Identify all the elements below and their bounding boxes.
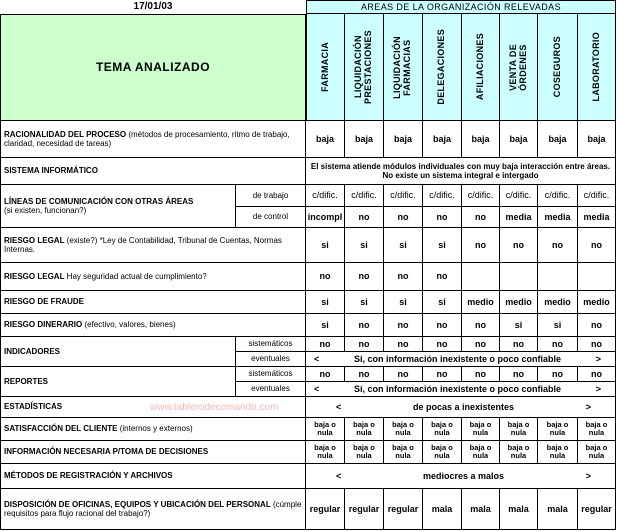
value-cell: no (538, 367, 578, 382)
row-label-lineas (0, 185, 236, 228)
area-header-2 (384, 14, 423, 121)
row-label-informacion (0, 441, 306, 464)
sub-label-de-trabajo: de trabajo (236, 185, 306, 207)
value-cell: no (423, 263, 462, 291)
area-header-1 (345, 14, 384, 121)
row-label-text: SISTEMA INFORMÁTICO (4, 166, 98, 176)
value-cell: regular (384, 489, 423, 530)
row-label-note: (existe?) *Ley de Contabilidad, Tribunal de Cuentas, Normas Internas. (4, 235, 282, 254)
value-cell: si (538, 314, 578, 337)
value-cell (538, 263, 578, 291)
value-cell: mala (462, 489, 500, 530)
value-cell: baja o nula (578, 418, 616, 441)
span-cell-metodos (306, 464, 616, 489)
value-cell: c/dific. (500, 185, 538, 207)
value-cell: mala (423, 489, 462, 530)
value-cell: mala (538, 489, 578, 530)
area-header-0 (306, 14, 345, 121)
value-cell: baja o nula (345, 441, 384, 464)
value-cell: si (500, 314, 538, 337)
area-header-7 (578, 14, 616, 121)
value-cell: baja o nula (423, 441, 462, 464)
span-cell-estadisticas (306, 397, 616, 418)
row-label-sistema (0, 158, 306, 185)
value-cell: no (462, 207, 500, 228)
row-label-text: INDICADORES (4, 346, 61, 356)
row-label-text: LÍNEAS DE COMUNICACIÓN CON OTRAS ÁREAS (4, 196, 194, 206)
span-text: mediocres a malos (422, 470, 505, 481)
value-cell: no (345, 263, 384, 291)
sistema-text (306, 158, 616, 185)
span-text: de pocas a inexistentes (412, 401, 515, 412)
value-cell: incompl (306, 207, 345, 228)
value-cell: no (538, 337, 578, 352)
value-cell: no (538, 228, 578, 263)
value-cell: regular (306, 489, 345, 530)
value-cell: medio (538, 291, 578, 314)
value-cell: baja (306, 121, 345, 158)
arrow-right: > (595, 383, 601, 394)
value-cell: baja o nula (423, 418, 462, 441)
row-label-riesgo_legal_1 (0, 228, 306, 263)
row-label-racionalidad (0, 121, 306, 158)
row-label-satisfaccion (0, 418, 306, 441)
value-cell: c/dific. (345, 185, 384, 207)
row-label-text: RACIONALIDAD DEL PROCESO (4, 129, 127, 139)
row-label-text: MÉTODOS DE REGISTRACIÓN Y ARCHIVOS (4, 471, 173, 481)
value-cell: no (500, 367, 538, 382)
value-cell: baja o nula (578, 441, 616, 464)
arrow-right: > (585, 401, 591, 412)
value-cell: baja o nula (384, 441, 423, 464)
row-label-note: (si existen, funcionan?) (4, 206, 87, 215)
value-cell: si (345, 228, 384, 263)
area-header-6 (538, 14, 578, 121)
row-label-text: INFORMACIÓN NECESARIA P/TOMA DE DECISIONES (4, 447, 209, 457)
value-cell: si (306, 228, 345, 263)
value-cell: no (423, 207, 462, 228)
arrow-right: > (595, 353, 601, 364)
value-cell: no (345, 337, 384, 352)
value-cell: no (578, 228, 616, 263)
value-cell: baja o nula (345, 418, 384, 441)
value-cell: no (578, 367, 616, 382)
value-cell: no (462, 367, 500, 382)
arrow-left: < (314, 383, 320, 394)
sub-label-sistematicos: sistemáticos (236, 337, 306, 352)
row-label-text: DISPOSICIÓN DE OFICINAS, EQUIPOS Y UBICACIÓN DEL PERSONAL (4, 499, 271, 509)
date-label: 17/01/03 (133, 1, 173, 13)
arrow-left: < (314, 353, 320, 364)
value-cell: si (423, 228, 462, 263)
value-cell: medio (578, 291, 616, 314)
value-cell: no (423, 337, 462, 352)
watermark: www.tablerodecomando.com (150, 402, 279, 413)
area-header-label: VENTA DE ÓRDENES (507, 43, 528, 91)
value-cell: no (384, 263, 423, 291)
value-cell: baja o nula (462, 441, 500, 464)
value-cell: si (384, 291, 423, 314)
value-cell: baja (462, 121, 500, 158)
row-label-text: REPORTES (4, 376, 49, 386)
value-cell: regular (345, 489, 384, 530)
value-cell: mala (500, 489, 538, 530)
value-cell: medio (462, 291, 500, 314)
value-cell: c/dific. (384, 185, 423, 207)
area-header-label: LIQUIDACIÓN PRESTACIONES (353, 30, 373, 104)
value-cell: baja (384, 121, 423, 158)
area-header-label: COSEGUROS (551, 36, 562, 98)
value-cell: baja (538, 121, 578, 158)
value-cell: baja o nula (462, 418, 500, 441)
row-label-note: (cúmple requisitos para flujo racional del trabajo?) (4, 499, 302, 518)
value-cell: no (345, 207, 384, 228)
value-cell: baja o nula (538, 418, 578, 441)
value-cell: media (500, 207, 538, 228)
value-cell: si (384, 228, 423, 263)
value-cell: baja (345, 121, 384, 158)
area-header-label: LABORATORIO (590, 32, 601, 102)
value-cell: baja o nula (500, 418, 538, 441)
area-header-label: DELEGACIONES (436, 29, 447, 105)
area-header-label: FARMACIA (319, 42, 330, 92)
value-cell: no (500, 337, 538, 352)
value-cell: no (306, 367, 345, 382)
value-cell: regular (578, 489, 616, 530)
value-cell: no (384, 367, 423, 382)
row-label-indicadores (0, 337, 236, 367)
value-cell: no (500, 228, 538, 263)
value-cell: no (578, 337, 616, 352)
value-cell: no (384, 337, 423, 352)
sub-label-eventuales: eventuales (236, 382, 306, 397)
row-label-text: RIESGO LEGAL (4, 235, 65, 245)
arrow-left: < (336, 470, 342, 481)
value-cell: no (345, 367, 384, 382)
tema-analizado-header: TEMA ANALIZADO (0, 14, 306, 121)
row-label-disposicion (0, 489, 306, 530)
value-cell: no (384, 314, 423, 337)
sistema-text-2: No existe un sistema integral e intergado (382, 171, 539, 180)
arrow-left: < (336, 401, 342, 412)
value-cell: baja (500, 121, 538, 158)
value-cell (500, 263, 538, 291)
value-cell: medio (500, 291, 538, 314)
value-cell: baja (578, 121, 616, 158)
value-cell: si (306, 314, 345, 337)
value-cell: no (345, 314, 384, 337)
row-label-fraude (0, 291, 306, 314)
sub-label-sistematicos: sistemáticos (236, 367, 306, 382)
sub-label-de-control: de control (236, 207, 306, 228)
value-cell: no (423, 367, 462, 382)
value-cell: no (578, 314, 616, 337)
value-cell: c/dific. (538, 185, 578, 207)
value-cell: media (538, 207, 578, 228)
value-cell (462, 263, 500, 291)
span-cell-indicadores (306, 352, 616, 367)
value-cell: c/dific. (578, 185, 616, 207)
value-cell: baja o nula (384, 418, 423, 441)
value-cell: no (462, 228, 500, 263)
area-header-label: AFILIACIONES (474, 33, 485, 101)
value-cell: baja o nula (538, 441, 578, 464)
value-cell: c/dific. (306, 185, 345, 207)
row-label-estadisticas (0, 397, 306, 418)
value-cell: baja o nula (306, 418, 345, 441)
row-label-note: (internos y externos) (117, 424, 193, 434)
row-label-text: RIESGO LEGAL (4, 271, 65, 281)
value-cell: baja (423, 121, 462, 158)
value-cell: no (384, 207, 423, 228)
row-label-text: RIESGO DINERARIO (4, 320, 83, 330)
row-label-note: (métodos de procesamiento, ritmo de trabajo, claridad, necesidad de tareas) (4, 129, 290, 148)
area-header-5 (500, 14, 538, 121)
span-text: Sí, con información inexistente o poco confiable (353, 353, 562, 364)
value-cell: no (462, 314, 500, 337)
area-header-4 (462, 14, 500, 121)
value-cell: baja o nula (306, 441, 345, 464)
row-label-text: ESTADÍSTICAS (4, 402, 63, 412)
value-cell: no (462, 337, 500, 352)
value-cell: no (423, 314, 462, 337)
row-label-metodos (0, 464, 306, 489)
sub-label-eventuales: eventuales (236, 352, 306, 367)
row-label-dinerario (0, 314, 306, 337)
row-label-text: SATISFACCIÓN DEL CLIENTE (4, 424, 118, 434)
span-text: Sí, con información inexistente o poco confiable (353, 383, 562, 394)
value-cell (578, 263, 616, 291)
row-label-note: Hay seguridad actual de cumplimiento? (64, 271, 207, 281)
value-cell: si (345, 291, 384, 314)
value-cell: si (306, 291, 345, 314)
sistema-text-1: El sistema atiende módulos individuales con muy baja interacción entre áreas. (310, 161, 611, 171)
value-cell: c/dific. (423, 185, 462, 207)
areas-title: AREAS DE LA ORGANIZACIÓN RELEVADAS (306, 0, 616, 14)
arrow-right: > (585, 470, 591, 481)
value-cell: c/dific. (462, 185, 500, 207)
span-cell-reportes (306, 382, 616, 397)
value-cell: media (578, 207, 616, 228)
row-label-reportes (0, 367, 236, 397)
row-label-text: RIESGO DE FRAUDE (4, 297, 85, 307)
area-header-3 (423, 14, 462, 121)
area-header-label: LIQUIDACIÓN FARMACIAS (392, 35, 412, 99)
row-label-riesgo_legal_2 (0, 263, 306, 291)
value-cell: no (306, 337, 345, 352)
row-label-note: (efectivo, valores, bienes) (82, 320, 176, 330)
value-cell: no (306, 263, 345, 291)
value-cell: baja o nula (500, 441, 538, 464)
value-cell: si (423, 291, 462, 314)
